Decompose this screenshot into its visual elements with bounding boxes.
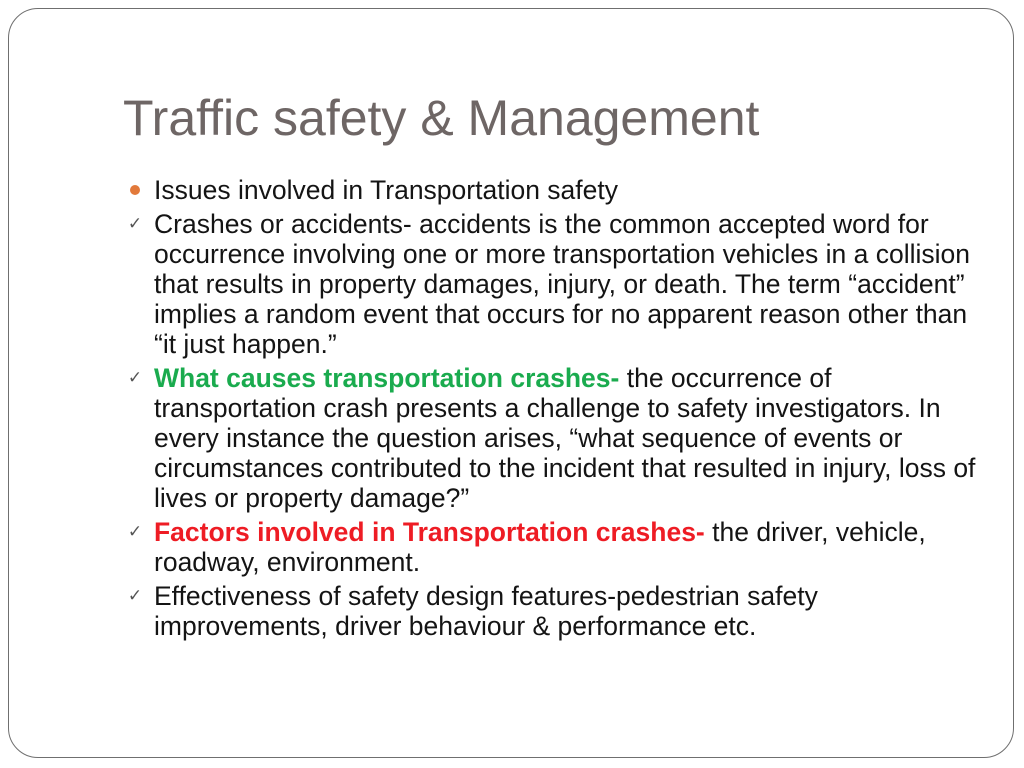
checkmark-icon: ✓ (127, 214, 143, 234)
list-item-effectiveness (123, 581, 983, 641)
list-item-issues (123, 175, 983, 205)
list-item-causes (123, 363, 983, 513)
bullet-dot-icon (125, 175, 145, 205)
slide-frame (8, 8, 1014, 758)
item-text: the driver, vehicle, roadway, environment. (154, 517, 926, 577)
item-highlight-factors: Factors involved in Transportation crashes- (154, 517, 705, 547)
checkmark-icon: ✓ (127, 586, 143, 606)
bullet-list (123, 175, 983, 645)
item-text: Crashes or accidents- accidents is the common accepted word for occurrence involving one or more transportation vehicles in a collision that results in property damages, injury, or death. The term “accident” implies a random event that occurs for no apparent reason other than “it just happen.” (154, 209, 971, 359)
checkmark-icon: ✓ (127, 368, 143, 388)
slide-title: Traffic safety & Management (123, 90, 760, 146)
checkmark-icon: ✓ (127, 522, 143, 542)
item-text: Issues involved in Transportation safety (154, 175, 618, 205)
bullet-dot-shape (130, 185, 140, 195)
list-item-crashes-definition (123, 209, 983, 359)
item-text: the occurrence of transportation crash presents a challenge to safety investigators. In every instance the question arises, “what sequence of events or circumstances contributed to the incident that resulted in injury, loss of lives or property damage?” (154, 363, 976, 513)
list-item-factors (123, 517, 983, 577)
item-highlight-causes: What causes transportation crashes- (154, 363, 620, 393)
item-text: Effectiveness of safety design features-pedestrian safety improvements, driver behaviour & performance etc. (154, 581, 818, 641)
